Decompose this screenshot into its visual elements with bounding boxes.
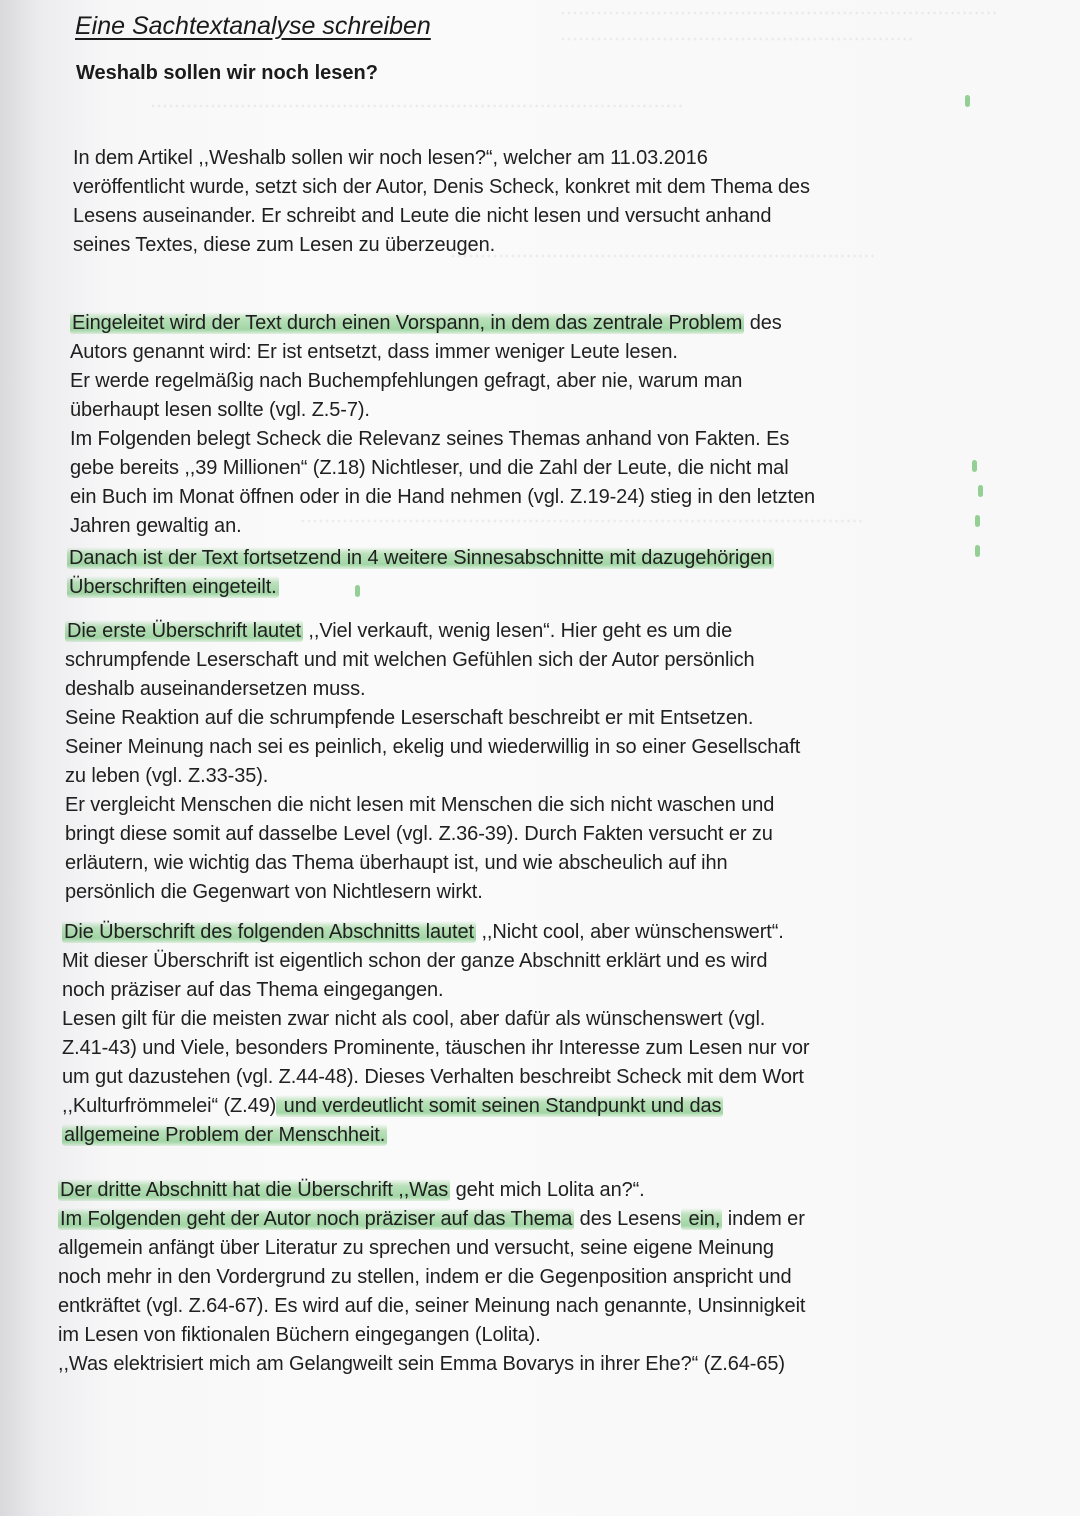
text-line: Seiner Meinung nach sei es peinlich, ekelig und wiederwillig in so einer Gesellschaft [65, 736, 801, 758]
text-line: Z.41-43) und Viele, besonders Prominente, täuschen ihr Interesse zum Lesen nur vor [62, 1037, 810, 1059]
highlighted-text: Die Überschrift des folgenden Abschnitts lautet [64, 921, 474, 943]
text-line: Lesen gilt für die meisten zwar nicht als cool, aber dafür als wünschenswert (vgl. [62, 1008, 766, 1030]
highlighted-text: Eingeleitet wird der Text durch einen Vorspann, in dem das zentrale Problem [72, 312, 743, 334]
text-line: Im Folgenden belegt Scheck die Relevanz seines Themas anhand von Fakten. Es [70, 428, 790, 450]
highlighted-text: Danach ist der Text fortsetzend in 4 weitere Sinnesabschnitte mit dazugehörigen [69, 547, 773, 569]
text-line: Seine Reaktion auf die schrumpfende Leserschaft beschreibt er mit Entsetzen. [65, 707, 754, 729]
text-line: deshalb auseinandersetzen muss. [65, 678, 366, 700]
text-line: Der dritte Abschnitt hat die Überschrift ,,Was geht mich Lolita an?“. [60, 1179, 645, 1201]
text-line: allgemein anfängt über Literatur zu sprechen und versucht, seine eigene Meinung [58, 1237, 774, 1259]
highlighter-mark [972, 460, 977, 472]
bleed-through-text: ························································································· [150, 95, 684, 115]
text-line: Autors genannt wird: Er ist entsetzt, dass immer weniger Leute lesen. [70, 341, 678, 363]
highlighter-mark [355, 585, 360, 597]
bleed-through-text: ······································································· [450, 245, 876, 265]
text-line: Die Überschrift des folgenden Abschnitts lautet ,,Nicht cool, aber wünschenswert“. [64, 921, 784, 943]
text-line [67, 544, 774, 573]
text-line: zu leben (vgl. Z.33-35). [65, 765, 269, 787]
text-line: ,,Was elektrisiert mich am Gelangweilt sein Emma Bovarys in ihrer Ehe?“ (Z.64-65) [58, 1353, 785, 1375]
highlighted-text: Überschriften eingeteilt. [69, 576, 277, 598]
paragraph-vorspann [70, 309, 815, 541]
highlighted-text: Die erste Überschrift lautet [67, 620, 301, 642]
highlighter-mark [965, 95, 970, 107]
article-subtitle: Weshalb sollen wir noch lesen? [76, 62, 378, 84]
text-line [67, 573, 774, 602]
paragraph-section-3 [58, 1176, 805, 1379]
text-line: überhaupt lesen sollte (vgl. Z.5-7). [70, 399, 370, 421]
highlighted-text: und verdeutlicht somit seinen Standpunkt und das [278, 1095, 722, 1117]
paragraph-introduction [73, 144, 810, 260]
text-line: Jahren gewaltig an. [70, 515, 242, 537]
text-line: noch mehr in den Vordergrund zu stellen, indem er die Gegenposition anspricht und [58, 1266, 792, 1288]
paragraph-structure [67, 544, 774, 602]
bleed-through-text: ··························································· [560, 28, 914, 48]
text-line: Die erste Überschrift lautet ,,Viel verkauft, wenig lesen“. Hier geht es um die [67, 620, 733, 642]
text-line: noch präziser auf das Thema eingegangen. [62, 979, 444, 1001]
bleed-through-text: ········································································· [560, 2, 998, 22]
highlighted-text: Im Folgenden geht der Autor noch präziser auf das Thema [60, 1208, 573, 1230]
text-line [62, 1121, 809, 1150]
text-line: ,,Kulturfrömmelei“ (Z.49) und verdeutlicht somit seinen Standpunkt und das [62, 1095, 722, 1117]
bleed-through-text: ······························································································ [300, 510, 864, 530]
text-line: Eingeleitet wird der Text durch einen Vorspann, in dem das zentrale Problem des [72, 312, 782, 334]
page-title: Eine Sachtextanalyse schreiben [75, 12, 431, 40]
text-line: Lesens auseinander. Er schreibt and Leute die nicht lesen und versucht anhand [73, 205, 772, 227]
text-line: um gut dazustehen (vgl. Z.44-48). Dieses Verhalten beschreibt Scheck mit dem Wort [62, 1066, 804, 1088]
text-line: Im Folgenden geht der Autor noch präziser auf das Thema des Lesens ein, indem er [60, 1208, 805, 1230]
text-line: seines Textes, diese zum Lesen zu überzeugen. [73, 234, 496, 256]
highlighted-text: ein, [682, 1208, 721, 1230]
text-line: erläutern, wie wichtig das Thema überhaupt ist, und wie abscheulich auf ihn [65, 852, 728, 874]
highlighter-mark [978, 485, 983, 497]
text-line: entkräftet (vgl. Z.64-67). Es wird auf die, seiner Meinung nach genannte, Unsinnigkeit [58, 1295, 806, 1317]
highlighter-mark [975, 515, 980, 527]
text-line: bringt diese somit auf dasselbe Level (vgl. Z.36-39). Durch Fakten versucht er zu [65, 823, 773, 845]
text-line: Er werde regelmäßig nach Buchempfehlungen gefragt, aber nie, warum man [70, 370, 743, 392]
text-line: persönlich die Gegenwart von Nichtlesern wirkt. [65, 881, 483, 903]
highlighted-text: allgemeine Problem der Menschheit. [64, 1124, 386, 1146]
text-line: im Lesen von fiktionalen Büchern eingegangen (Lolita). [58, 1324, 541, 1346]
text-line: Er vergleicht Menschen die nicht lesen mit Menschen die sich nicht waschen und [65, 794, 775, 816]
highlighter-mark [975, 545, 980, 557]
text-line: veröffentlicht wurde, setzt sich der Autor, Denis Scheck, konkret mit dem Thema des [73, 176, 810, 198]
highlighted-text: Der dritte Abschnitt hat die Überschrift ,,Was [60, 1179, 449, 1201]
text-line: gebe bereits ,,39 Millionen“ (Z.18) Nichtleser, und die Zahl der Leute, die nicht mal [70, 457, 789, 479]
text-line: ein Buch im Monat öffnen oder in die Hand nehmen (vgl. Z.19-24) stieg in den letzten [70, 486, 816, 508]
paragraph-section-2 [62, 918, 809, 1150]
paragraph-section-1 [65, 617, 800, 907]
text-line: Mit dieser Überschrift ist eigentlich schon der ganze Abschnitt erklärt und es wird [62, 950, 768, 972]
text-line: In dem Artikel ,,Weshalb sollen wir noch lesen?“, welcher am 11.03.2016 [73, 147, 708, 169]
text-line: schrumpfende Leserschaft und mit welchen Gefühlen sich der Autor persönlich [65, 649, 755, 671]
